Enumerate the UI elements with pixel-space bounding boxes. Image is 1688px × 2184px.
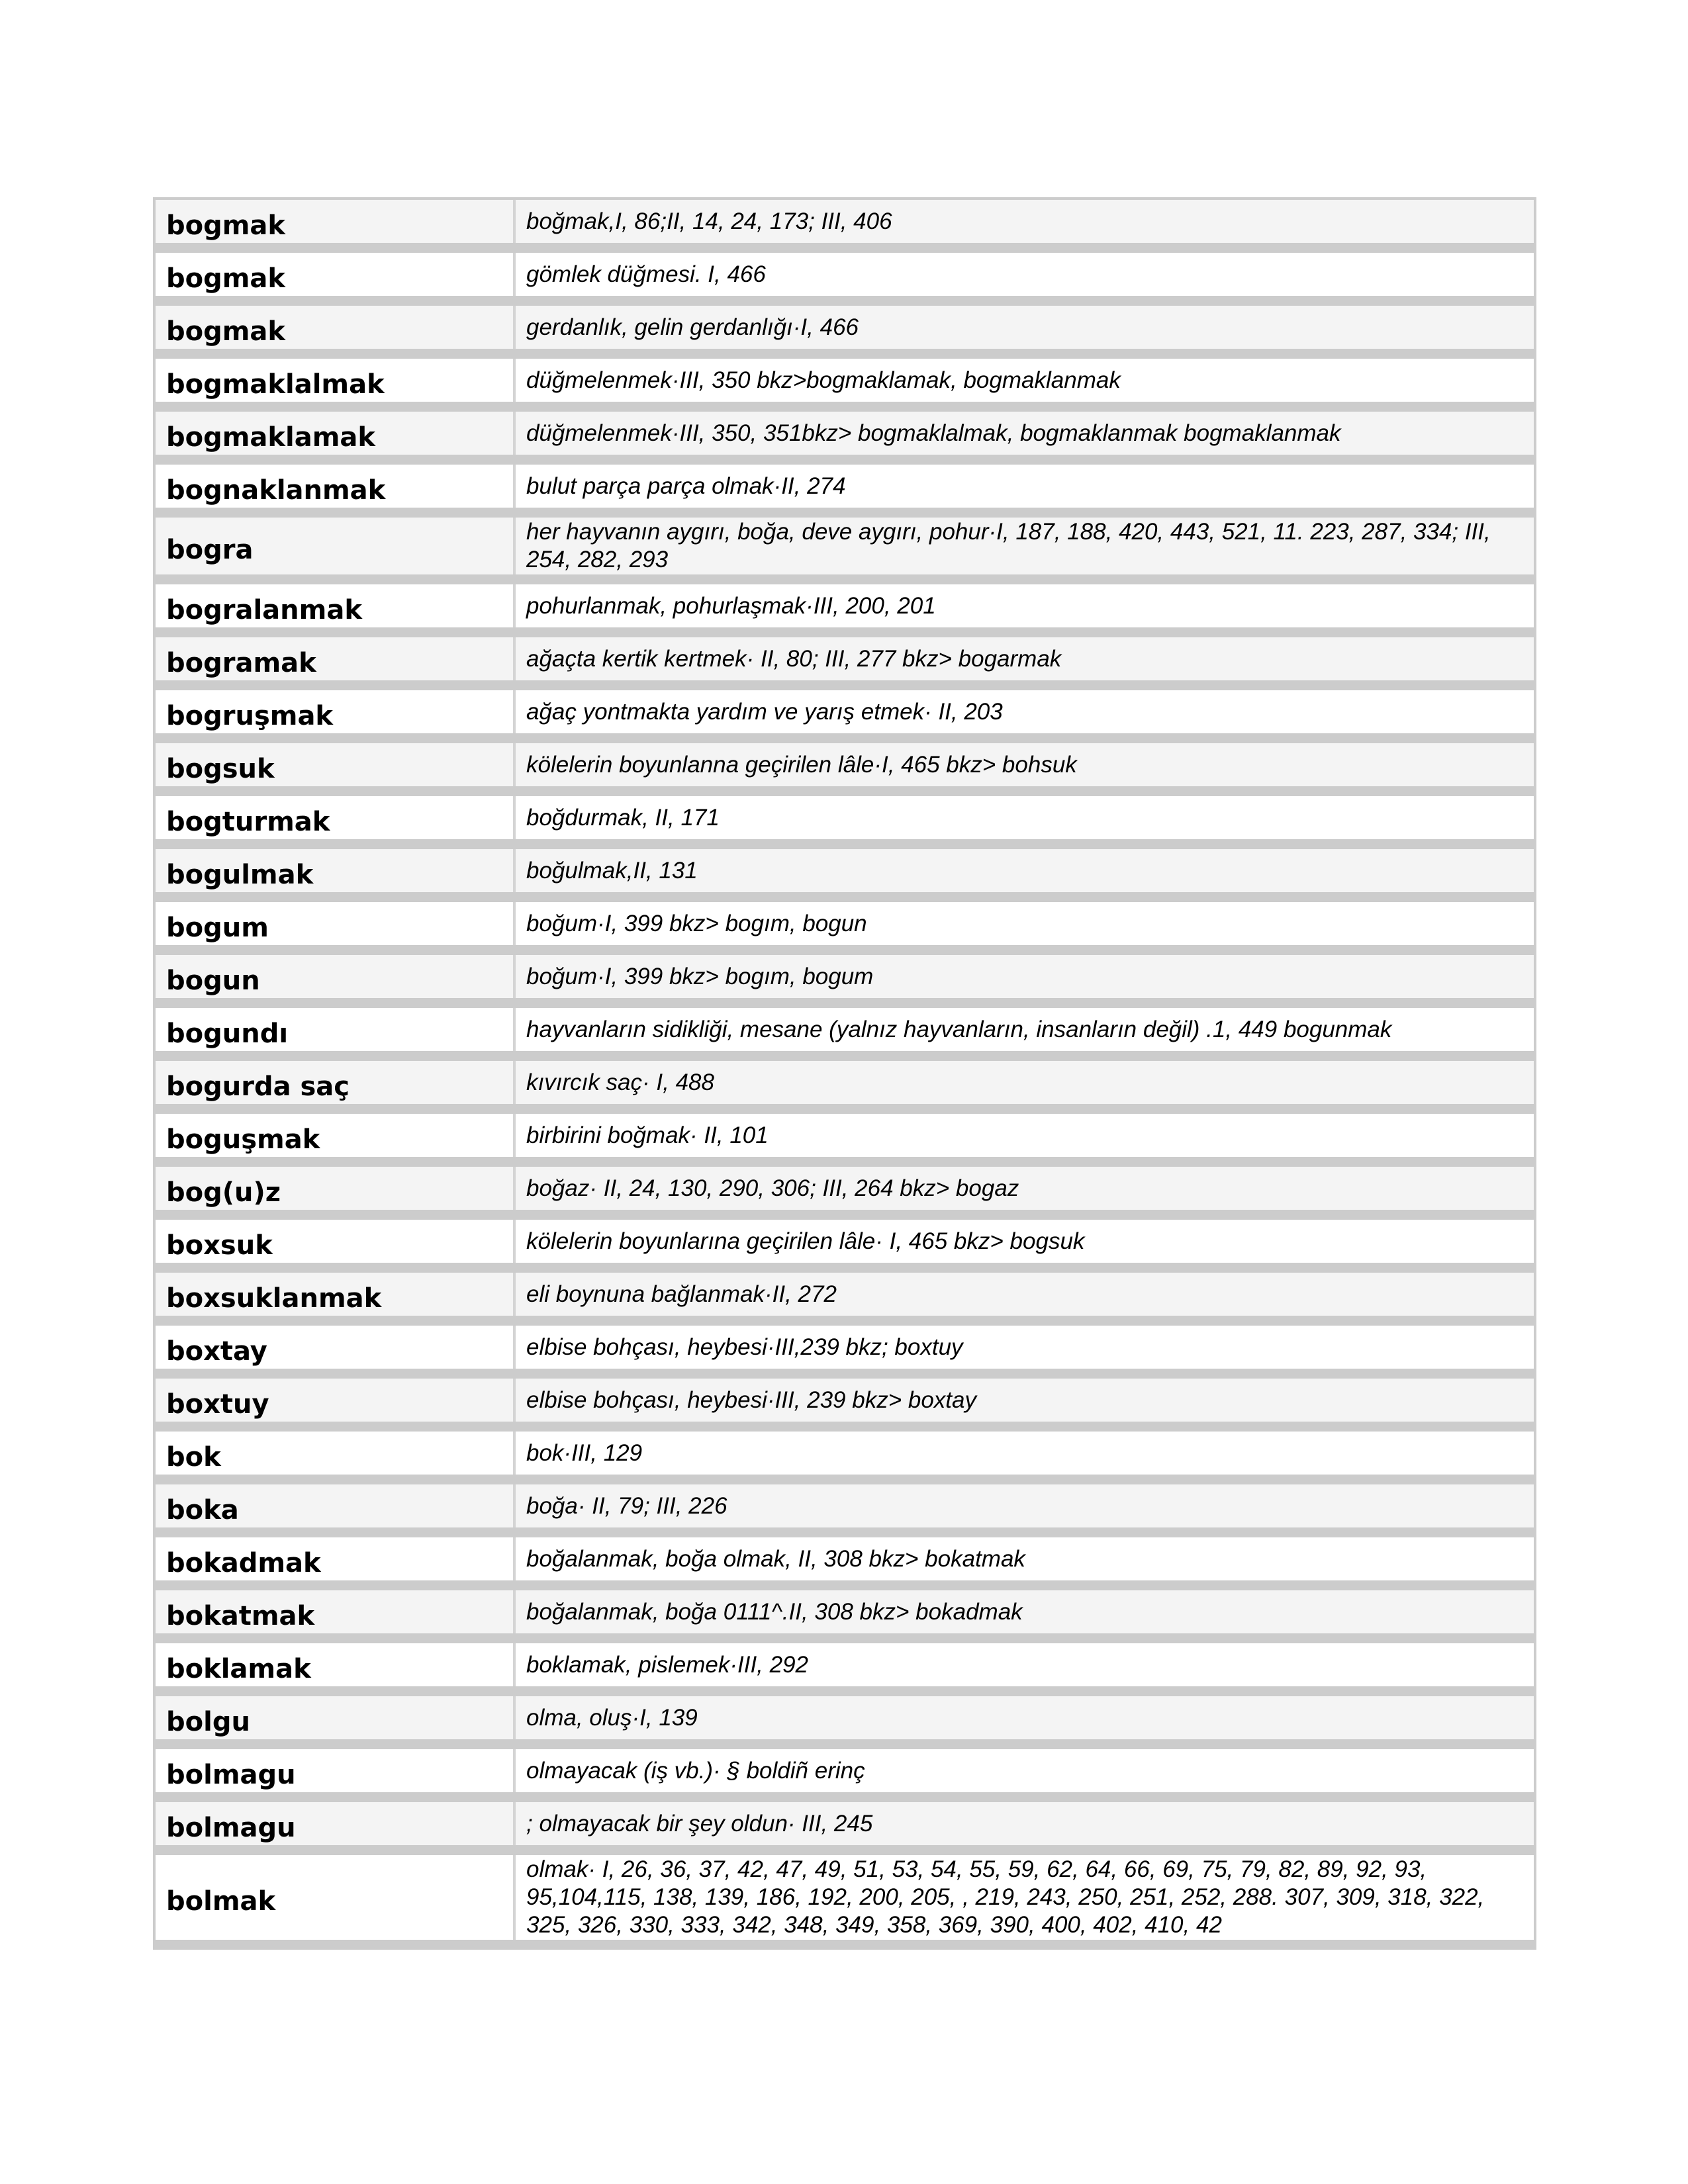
term: bogramak bbox=[166, 647, 316, 678]
table-row bbox=[156, 584, 1534, 637]
term: boka bbox=[166, 1494, 239, 1525]
term: bogturmak bbox=[166, 806, 330, 837]
term: bognaklanmak bbox=[166, 475, 386, 506]
definition: birbirini boğmak· II, 101 bbox=[526, 1122, 769, 1148]
table-row bbox=[156, 200, 1534, 253]
term-cell bbox=[156, 253, 516, 296]
term: bolmagu bbox=[166, 1812, 296, 1843]
table-row bbox=[156, 1273, 1534, 1326]
table-row bbox=[156, 1167, 1534, 1220]
table-row bbox=[156, 1537, 1534, 1590]
definition-cell bbox=[516, 1802, 1534, 1845]
table-row bbox=[156, 1749, 1534, 1802]
table-row bbox=[156, 1061, 1534, 1114]
table-row bbox=[156, 1008, 1534, 1061]
definition-cell bbox=[516, 1484, 1534, 1527]
term: bog(u)z bbox=[166, 1177, 281, 1208]
term-cell bbox=[156, 1643, 516, 1686]
table-row bbox=[156, 1802, 1534, 1855]
definition: kıvırcık saç· I, 488 bbox=[526, 1069, 714, 1095]
definition: boğalanmak, boğa olmak, II, 308 bkz> bokatmak bbox=[526, 1545, 1025, 1572]
definition-cell bbox=[516, 253, 1534, 296]
term: bogsuk bbox=[166, 753, 275, 784]
term-cell bbox=[156, 955, 516, 998]
term: bok bbox=[166, 1441, 221, 1473]
definition: boğa· II, 79; III, 226 bbox=[526, 1492, 727, 1519]
definition-cell bbox=[516, 1167, 1534, 1210]
definition: düğmelenmek·III, 350, 351bkz> bogmaklalmak, bogmaklanmak bogmaklanmak bbox=[526, 420, 1341, 446]
definition-cell bbox=[516, 306, 1534, 349]
definition: boğulmak,II, 131 bbox=[526, 857, 698, 884]
term-cell bbox=[156, 1379, 516, 1422]
term-cell bbox=[156, 1590, 516, 1633]
definition: boğdurmak, II, 171 bbox=[526, 804, 720, 831]
term-cell bbox=[156, 1273, 516, 1316]
term-cell bbox=[156, 200, 516, 243]
table-row bbox=[156, 1326, 1534, 1379]
definition-cell bbox=[516, 637, 1534, 680]
table-row bbox=[156, 306, 1534, 359]
term: bogralanmak bbox=[166, 594, 362, 625]
table-row bbox=[156, 637, 1534, 690]
term: bogurda saç bbox=[166, 1071, 350, 1102]
table-row bbox=[156, 1379, 1534, 1432]
term: bogmak bbox=[166, 210, 286, 241]
definition-cell bbox=[516, 584, 1534, 627]
definition: kölelerin boyunlarına geçirilen lâle· I, 465 bkz> bogsuk bbox=[526, 1228, 1085, 1254]
definition: ağaçta kertik kertmek· II, 80; III, 277 bkz> bogarmak bbox=[526, 645, 1062, 672]
definition-cell bbox=[516, 1432, 1534, 1475]
table-row bbox=[156, 849, 1534, 902]
definition: boklamak, pislemek·III, 292 bbox=[526, 1651, 809, 1678]
definition-cell bbox=[516, 1643, 1534, 1686]
table-row bbox=[156, 1220, 1534, 1273]
definition-cell bbox=[516, 1749, 1534, 1792]
term-cell bbox=[156, 584, 516, 627]
term-cell bbox=[156, 1061, 516, 1104]
definition-cell bbox=[516, 465, 1534, 508]
definition: boğmak,I, 86;II, 14, 24, 173; III, 406 bbox=[526, 208, 892, 234]
term-cell bbox=[156, 1167, 516, 1210]
definition-cell bbox=[516, 359, 1534, 402]
table-row bbox=[156, 1855, 1534, 1950]
term-cell bbox=[156, 465, 516, 508]
definition: boğum·I, 399 bkz> bogım, bogun bbox=[526, 910, 867, 936]
table-row bbox=[156, 796, 1534, 849]
definition: olmayacak (iş vb.)· § boldiñ erinç bbox=[526, 1757, 865, 1784]
definition-cell bbox=[516, 849, 1534, 892]
definition: eli boynuna bağlanmak·II, 272 bbox=[526, 1281, 837, 1307]
definition-cell bbox=[516, 1855, 1534, 1940]
term: boxsuklanmak bbox=[166, 1283, 382, 1314]
term-cell bbox=[156, 359, 516, 402]
definition: düğmelenmek·III, 350 bkz>bogmaklamak, bogmaklanmak bbox=[526, 367, 1121, 393]
definition: elbise bohçası, heybesi·III, 239 bkz> boxtay bbox=[526, 1387, 976, 1413]
term: bogruşmak bbox=[166, 700, 334, 731]
definition: ağaç yontmakta yardım ve yarış etmek· II, 203 bbox=[526, 698, 1003, 725]
definition-cell bbox=[516, 1061, 1534, 1104]
term: bolmagu bbox=[166, 1759, 296, 1790]
definition: hayvanların sidikliği, mesane (yalnız hayvanların, insanların değil) .1, 449 bogunmak bbox=[526, 1016, 1392, 1042]
term: boxtuy bbox=[166, 1388, 269, 1420]
table-row bbox=[156, 1696, 1534, 1749]
term-cell bbox=[156, 849, 516, 892]
term: bogulmak bbox=[166, 859, 314, 890]
definition: bok·III, 129 bbox=[526, 1439, 643, 1466]
term-cell bbox=[156, 796, 516, 839]
table-row bbox=[156, 1432, 1534, 1484]
definition: kölelerin boyunlanna geçirilen lâle·I, 465 bkz> bohsuk bbox=[526, 751, 1077, 778]
term-cell bbox=[156, 1484, 516, 1527]
term-cell bbox=[156, 1537, 516, 1580]
term: bokatmak bbox=[166, 1600, 315, 1631]
definition: boğaz· II, 24, 130, 290, 306; III, 264 bkz> bogaz bbox=[526, 1175, 1019, 1201]
term: bolgu bbox=[166, 1706, 250, 1737]
term-cell bbox=[156, 1749, 516, 1792]
definition-cell bbox=[516, 743, 1534, 786]
term: bogmaklamak bbox=[166, 422, 375, 453]
definition: gerdanlık, gelin gerdanlığı·I, 466 bbox=[526, 314, 859, 340]
table-row bbox=[156, 359, 1534, 412]
definition-cell bbox=[516, 200, 1534, 243]
dictionary-table bbox=[153, 197, 1536, 1950]
term: bogmaklalmak bbox=[166, 369, 385, 400]
definition: ; olmayacak bir şey oldun· III, 245 bbox=[526, 1810, 873, 1837]
term: bogum bbox=[166, 912, 269, 943]
term: bogundı bbox=[166, 1018, 289, 1049]
definition: elbise bohçası, heybesi·III,239 bkz; boxtuy bbox=[526, 1334, 963, 1360]
table-row bbox=[156, 465, 1534, 518]
table-row bbox=[156, 253, 1534, 306]
table-row bbox=[156, 1484, 1534, 1537]
definition-cell bbox=[516, 1696, 1534, 1739]
term-cell bbox=[156, 1696, 516, 1739]
term: boklamak bbox=[166, 1653, 311, 1684]
definition-cell bbox=[516, 1590, 1534, 1633]
definition: boğum·I, 399 bkz> bogım, bogum bbox=[526, 963, 874, 989]
definition-cell bbox=[516, 902, 1534, 945]
term-cell bbox=[156, 637, 516, 680]
definition: olma, oluş·I, 139 bbox=[526, 1704, 698, 1731]
definition: her hayvanın aygırı, boğa, deve aygırı, pohur·I, 187, 188, 420, 443, 521, 11. 223, 287, 334; III, 254, 282, 293 bbox=[526, 519, 1491, 572]
definition-cell bbox=[516, 518, 1534, 574]
definition-cell bbox=[516, 412, 1534, 455]
term-cell bbox=[156, 1220, 516, 1263]
term-cell bbox=[156, 743, 516, 786]
definition-cell bbox=[516, 1008, 1534, 1051]
table-row bbox=[156, 955, 1534, 1008]
table-row bbox=[156, 412, 1534, 465]
definition-cell bbox=[516, 1326, 1534, 1369]
definition-cell bbox=[516, 1114, 1534, 1157]
term-cell bbox=[156, 1432, 516, 1475]
term: bokadmak bbox=[166, 1547, 321, 1578]
term: bolmak bbox=[166, 1886, 276, 1917]
term-cell bbox=[156, 1855, 516, 1940]
definition: olmak· I, 26, 36, 37, 42, 47, 49, 51, 53, 54, 55, 59, 62, 64, 66, 69, 75, 79, 82, 89, 92, 93, 95,104,115, 138, 139, 186, 192, 200, 205, , 219, 243, 250, 251, 252, 288. 307, 309, 318, 322, 325, 326, 330, 333, 342, 348, 349, 358, 369, 390, 400, 402, 410, 42 bbox=[526, 1856, 1485, 1938]
term: boxsuk bbox=[166, 1230, 273, 1261]
term: bogmak bbox=[166, 263, 286, 294]
table-row bbox=[156, 1643, 1534, 1696]
definition: boğalanmak, boğa 0111^.II, 308 bkz> bokadmak bbox=[526, 1598, 1023, 1625]
term: bogra bbox=[166, 535, 254, 565]
term-cell bbox=[156, 1008, 516, 1051]
definition-cell bbox=[516, 1273, 1534, 1316]
definition-cell bbox=[516, 1537, 1534, 1580]
table-row bbox=[156, 1590, 1534, 1643]
definition: gömlek düğmesi. I, 466 bbox=[526, 261, 766, 287]
definition-cell bbox=[516, 1379, 1534, 1422]
term-cell bbox=[156, 306, 516, 349]
table-row bbox=[156, 518, 1534, 584]
definition: bulut parça parça olmak·II, 274 bbox=[526, 473, 846, 499]
table-row bbox=[156, 743, 1534, 796]
term: bogmak bbox=[166, 316, 286, 347]
definition-cell bbox=[516, 690, 1534, 733]
term-cell bbox=[156, 1114, 516, 1157]
term: boguşmak bbox=[166, 1124, 320, 1155]
term: boxtay bbox=[166, 1336, 267, 1367]
definition-cell bbox=[516, 1220, 1534, 1263]
definition-cell bbox=[516, 796, 1534, 839]
definition-cell bbox=[516, 955, 1534, 998]
term-cell bbox=[156, 1326, 516, 1369]
table-row bbox=[156, 690, 1534, 743]
table-row bbox=[156, 1114, 1534, 1167]
term-cell bbox=[156, 412, 516, 455]
term-cell bbox=[156, 690, 516, 733]
term-cell bbox=[156, 902, 516, 945]
definition: pohurlanmak, pohurlaşmak·III, 200, 201 bbox=[526, 592, 936, 619]
table-row bbox=[156, 902, 1534, 955]
term-cell bbox=[156, 518, 516, 574]
term: bogun bbox=[166, 965, 260, 996]
term-cell bbox=[156, 1802, 516, 1845]
